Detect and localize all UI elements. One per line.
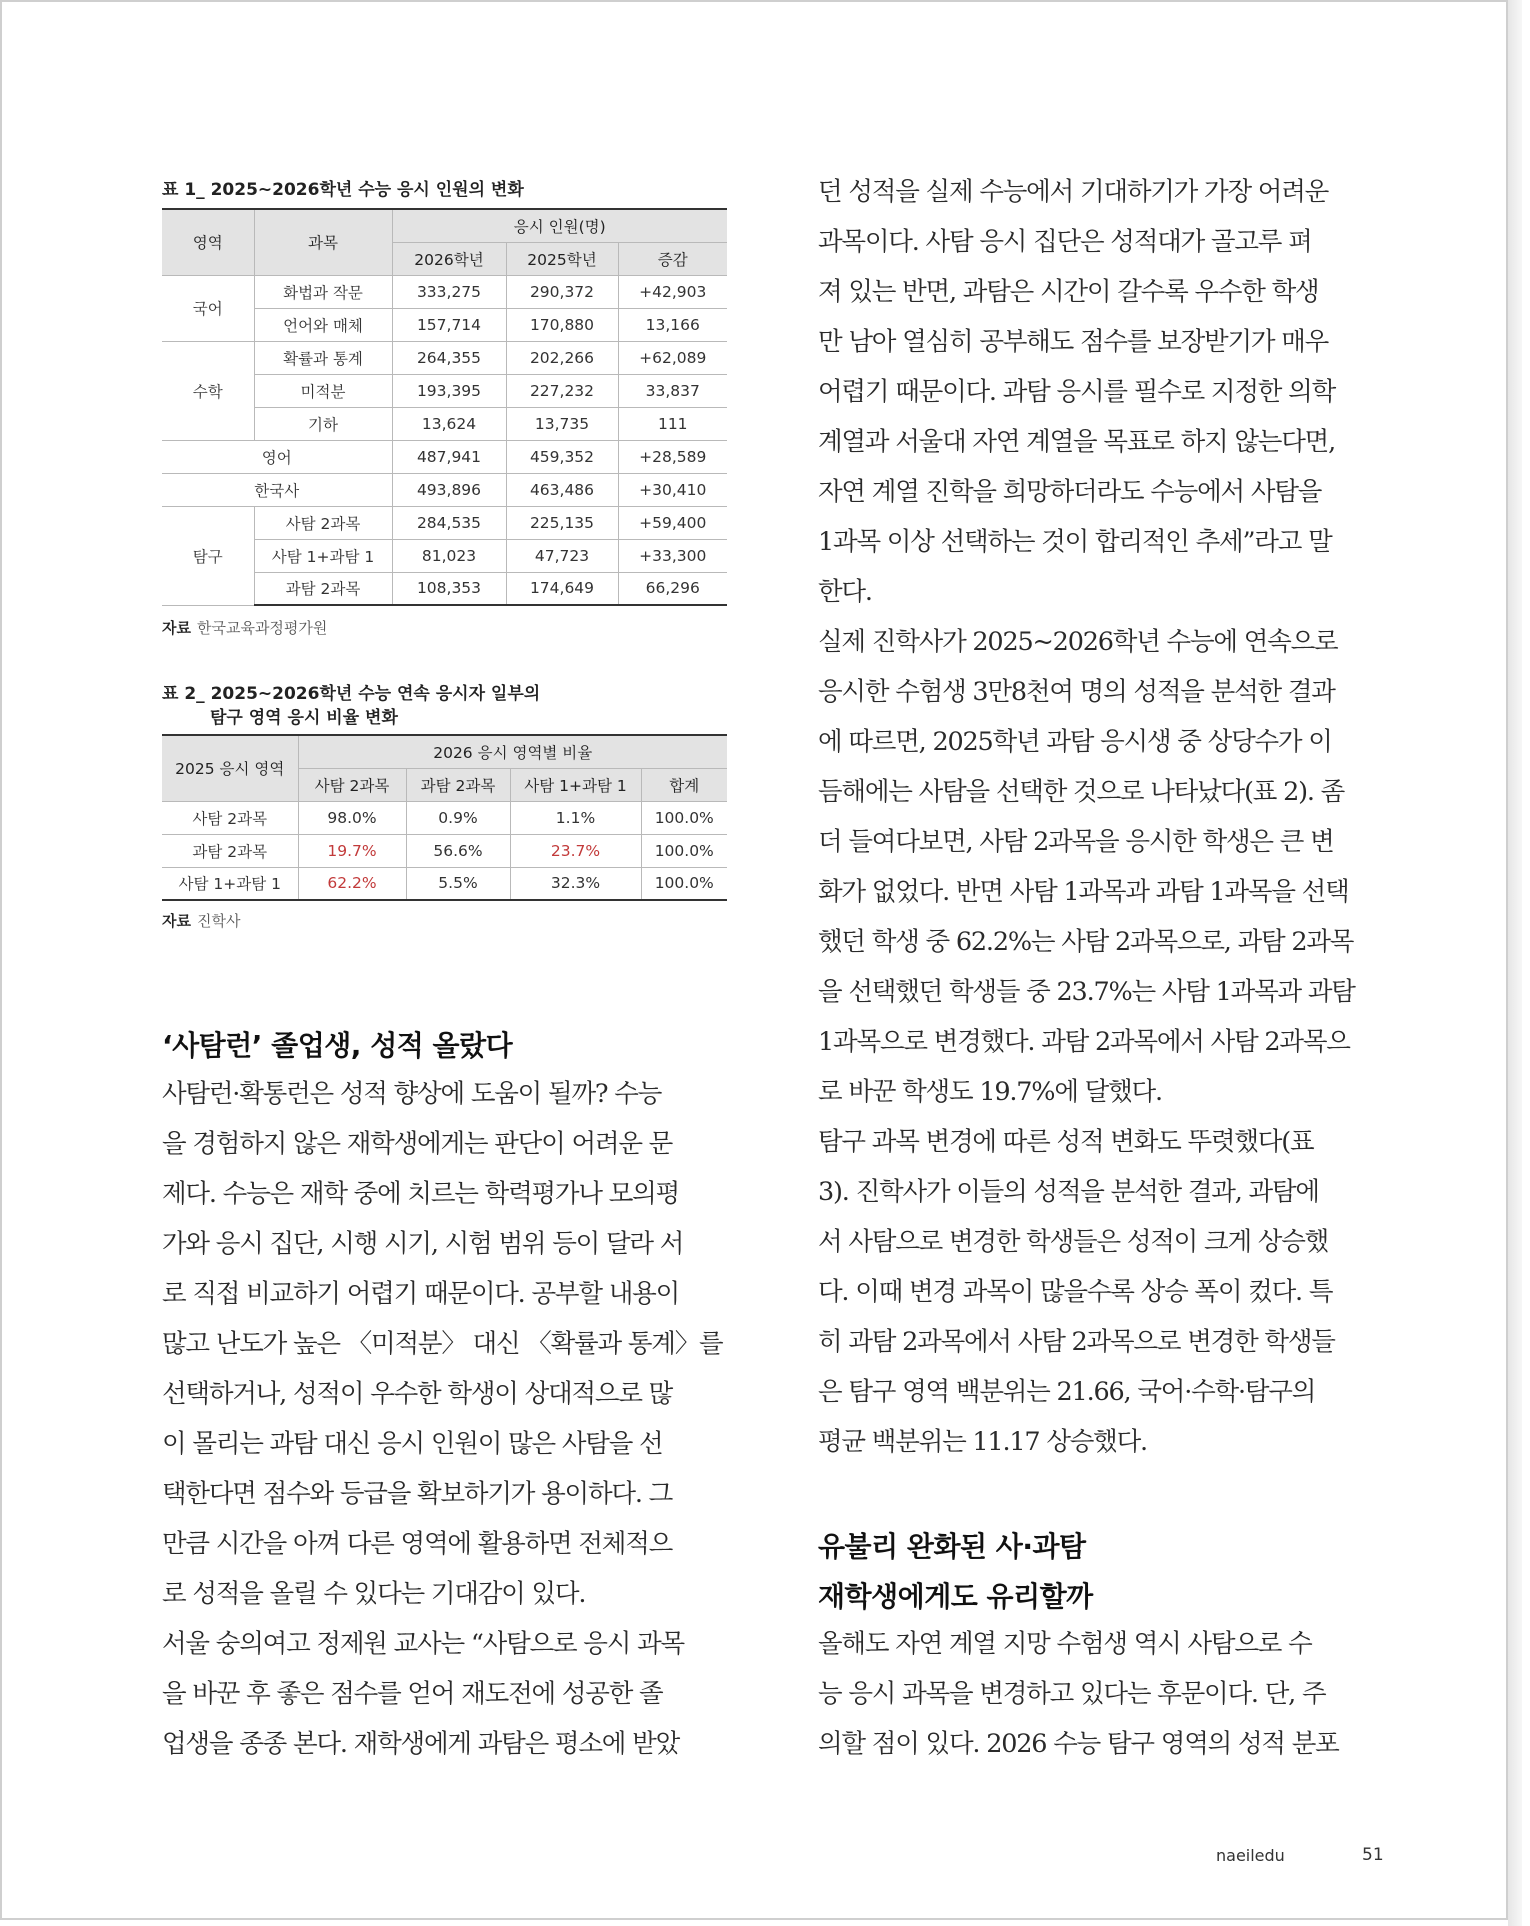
page-number: 51 (1362, 1845, 1384, 1865)
table2-source (162, 910, 240, 931)
text-line: 업생을 종종 본다. 재학생에게 과탐은 평소에 받았 (162, 1729, 680, 1759)
text-line: 계열과 서울대 자연 계열을 목표로 하지 않는다면, (818, 427, 1336, 457)
subject-cell: 화법과 작문 (254, 275, 392, 308)
value-cell: +33,300 (618, 539, 727, 572)
text-line: 만큼 시간을 아껴 다른 영역에 활용하면 전체적으 (162, 1529, 673, 1559)
right-body-bottom (818, 1619, 1383, 1769)
text-line: 실제 진학사가 2025~2026학년 수능에 연속으로 (818, 627, 1338, 657)
text-line: 어렵기 때문이다. 과탐 응시를 필수로 지정한 의학 (818, 377, 1336, 407)
section-heading-left: ‘사탐런’ 졸업생, 성적 올랐다 (162, 1029, 513, 1062)
text-line: 져 있는 반면, 과탐은 시간이 갈수록 우수한 학생 (818, 277, 1319, 307)
value-cell: 13,735 (506, 407, 618, 440)
text-line: 많고 난도가 높은 〈미적분〉 대신 〈확률과 통계〉를 (162, 1329, 723, 1359)
ratio-cell: 56.6% (406, 834, 510, 867)
footer-site: naeiledu (1216, 1846, 1285, 1865)
th-area: 영역 (162, 209, 254, 275)
ratio-cell: 32.3% (510, 867, 641, 900)
text-line: 화가 없었다. 반면 사탐 1과목과 과탐 1과목을 선택 (818, 877, 1349, 907)
text-line: 로 직접 비교하기 어렵기 때문이다. 공부할 내용이 (162, 1279, 680, 1309)
th-col: 사탐 2과목 (298, 768, 406, 801)
ratio-cell: 1.1% (510, 801, 641, 834)
text-line: 로 성적을 올릴 수 있다는 기대감이 있다. (162, 1579, 586, 1609)
text-line: 만 남아 열심히 공부해도 점수를 보장받기가 매우 (818, 327, 1329, 357)
text-line: 던 성적을 실제 수능에서 기대하기가 가장 어려운 (818, 177, 1329, 207)
th-col: 사탐 1+과탐 1 (510, 768, 641, 801)
text-line: 사탐런·확통런은 성적 향상에 도움이 될까? 수능 (162, 1079, 662, 1109)
paragraph (818, 617, 1383, 1117)
table1-caption: 표 1_ 2025~2026학년 수능 응시 인원의 변화 (162, 180, 524, 200)
text-line: 로 바꾼 학생도 19.7%에 달했다. (818, 1077, 1162, 1107)
text-line: 평균 백분위는 11.17 상승했다. (818, 1427, 1147, 1457)
th-2026: 2026학년 (392, 242, 506, 275)
paragraph (818, 1117, 1383, 1467)
table-row (162, 867, 727, 900)
table-row (162, 801, 727, 834)
paragraph (818, 167, 1383, 617)
ratio-cell: 19.7% (298, 834, 406, 867)
value-cell: 463,486 (506, 473, 618, 506)
value-cell: 290,372 (506, 275, 618, 308)
area-cell: 수학 (162, 341, 254, 440)
th-subject: 과목 (254, 209, 392, 275)
table-row (162, 834, 727, 867)
value-cell: 174,649 (506, 572, 618, 605)
source-label: 자료 (162, 619, 191, 637)
area-cell: 탐구 (162, 506, 254, 605)
text-line: 에 따르면, 2025학년 과탐 응시생 중 상당수가 이 (818, 727, 1332, 757)
text-line: 한다. (818, 577, 872, 607)
text-line: 선택하거나, 성적이 우수한 학생이 상대적으로 많 (162, 1379, 673, 1409)
value-cell: 47,723 (506, 539, 618, 572)
text-line: 올해도 자연 계열 지망 수험생 역시 사탐으로 수 (818, 1629, 1312, 1659)
paragraph (162, 1619, 727, 1769)
th-ratio2026: 2026 응시 영역별 비율 (298, 735, 727, 768)
right-body-top (818, 167, 1383, 1467)
text-line: 능 응시 과목을 변경하고 있다는 후문이다. 단, 주 (818, 1679, 1326, 1709)
text-line: 택한다면 점수와 등급을 확보하기가 용이하다. 그 (162, 1479, 673, 1509)
value-cell: 227,232 (506, 374, 618, 407)
th-area2025: 2025 응시 영역 (162, 735, 298, 801)
value-cell: 111 (618, 407, 727, 440)
value-cell: 487,941 (392, 440, 506, 473)
page-edge (1508, 0, 1522, 1926)
text-line: 서 사탐으로 변경한 학생들은 성적이 크게 상승했 (818, 1227, 1329, 1257)
text-line: 을 바꾼 후 좋은 점수를 얻어 재도전에 성공한 졸 (162, 1679, 663, 1709)
text-line: 1과목 이상 선택하는 것이 합리적인 추세”라고 말 (818, 527, 1332, 557)
text-line: 과목이다. 사탐 응시 집단은 성적대가 골고루 펴 (818, 227, 1312, 257)
row-label: 사탐 1+과탐 1 (162, 867, 298, 900)
value-cell: +28,589 (618, 440, 727, 473)
row-label: 사탐 2과목 (162, 801, 298, 834)
text-line: 가와 응시 집단, 시행 시기, 시험 범위 등이 달라 서 (162, 1229, 684, 1259)
ratio-cell: 100.0% (641, 801, 727, 834)
paragraph (162, 1069, 727, 1619)
table2-caption-line2: 탐구 영역 응시 비율 변화 (210, 708, 398, 728)
value-cell: 81,023 (392, 539, 506, 572)
subject-cell: 과탐 2과목 (254, 572, 392, 605)
table-row (162, 440, 727, 473)
th-applicants: 응시 인원(명) (392, 209, 727, 242)
text-line: 자연 계열 진학을 희망하더라도 수능에서 사탐을 (818, 477, 1322, 507)
subject-cell: 미적분 (254, 374, 392, 407)
area-cell: 국어 (162, 275, 254, 341)
value-cell: 264,355 (392, 341, 506, 374)
area-cell: 한국사 (162, 473, 392, 506)
table-row (162, 275, 727, 308)
table-row (162, 506, 727, 539)
ratio-cell: 0.9% (406, 801, 510, 834)
source-name: 한국교육과정평가원 (196, 619, 328, 637)
text-line: 다. 이때 변경 과목이 많을수록 상승 폭이 컸다. 특 (818, 1277, 1333, 1307)
table2-caption-line1: 표 2_ 2025~2026학년 수능 연속 응시자 일부의 (162, 684, 541, 704)
value-cell: 108,353 (392, 572, 506, 605)
value-cell: 493,896 (392, 473, 506, 506)
value-cell: 13,624 (392, 407, 506, 440)
value-cell: 66,296 (618, 572, 727, 605)
subject-cell: 사탐 1+과탐 1 (254, 539, 392, 572)
table1-applicants (162, 208, 727, 606)
ratio-cell: 23.7% (510, 834, 641, 867)
text-line: 서울 숭의여고 정제원 교사는 “사탐으로 응시 과목 (162, 1629, 684, 1659)
ratio-cell: 98.0% (298, 801, 406, 834)
text-line: 탐구 과목 변경에 따른 성적 변화도 뚜렷했다(표 (818, 1127, 1314, 1157)
row-label: 과탐 2과목 (162, 834, 298, 867)
text-line: 이 몰리는 과탐 대신 응시 인원이 많은 사탐을 선 (162, 1429, 663, 1459)
th-2025: 2025학년 (506, 242, 618, 275)
left-body (162, 1069, 727, 1769)
value-cell: 284,535 (392, 506, 506, 539)
subject-cell: 기하 (254, 407, 392, 440)
text-line: 의할 점이 있다. 2026 수능 탐구 영역의 성적 분포 (818, 1729, 1339, 1759)
th-col: 합계 (641, 768, 727, 801)
value-cell: +30,410 (618, 473, 727, 506)
text-line: 1과목으로 변경했다. 과탐 2과목에서 사탐 2과목으 (818, 1027, 1350, 1057)
value-cell: 225,135 (506, 506, 618, 539)
text-line: 3). 진학사가 이들의 성적을 분석한 결과, 과탐에 (818, 1177, 1319, 1207)
value-cell: 459,352 (506, 440, 618, 473)
table2-caption (162, 682, 540, 730)
th-change: 증감 (618, 242, 727, 275)
text-line: 더 들여다보면, 사탐 2과목을 응시한 학생은 큰 변 (818, 827, 1334, 857)
ratio-cell: 62.2% (298, 867, 406, 900)
table-row (162, 341, 727, 374)
table2-ratio (162, 734, 727, 901)
value-cell: 170,880 (506, 308, 618, 341)
value-cell: +59,400 (618, 506, 727, 539)
text-line: 을 선택했던 학생들 중 23.7%는 사탐 1과목과 과탐 (818, 977, 1355, 1007)
text-line: 을 경험하지 않은 재학생에게는 판단이 어려운 문 (162, 1129, 673, 1159)
table-row (162, 473, 727, 506)
ratio-cell: 100.0% (641, 867, 727, 900)
value-cell: 193,395 (392, 374, 506, 407)
ratio-cell: 100.0% (641, 834, 727, 867)
source-name: 진학사 (196, 912, 241, 930)
value-cell: 157,714 (392, 308, 506, 341)
text-line: 했던 학생 중 62.2%는 사탐 2과목으로, 과탐 2과목 (818, 927, 1354, 957)
text-line: 은 탐구 영역 백분위는 21.66, 국어·수학·탐구의 (818, 1377, 1316, 1407)
value-cell: 33,837 (618, 374, 727, 407)
heading-line: 재학생에게도 유리할까 (818, 1580, 1093, 1613)
subject-cell: 확률과 통계 (254, 341, 392, 374)
text-line: 제다. 수능은 재학 중에 치르는 학력평가나 모의평 (162, 1179, 680, 1209)
table1-source (162, 617, 327, 638)
value-cell: +42,903 (618, 275, 727, 308)
ratio-cell: 5.5% (406, 867, 510, 900)
paragraph (818, 1619, 1383, 1769)
value-cell: 333,275 (392, 275, 506, 308)
area-cell: 영어 (162, 440, 392, 473)
section-heading-right (818, 1522, 1093, 1622)
subject-cell: 사탐 2과목 (254, 506, 392, 539)
text-line: 듬해에는 사탐을 선택한 것으로 나타났다(표 2). 좀 (818, 777, 1345, 807)
th-col: 과탐 2과목 (406, 768, 510, 801)
value-cell: 202,266 (506, 341, 618, 374)
subject-cell: 언어와 매체 (254, 308, 392, 341)
source-label: 자료 (162, 912, 191, 930)
text-line: 히 과탐 2과목에서 사탐 2과목으로 변경한 학생들 (818, 1327, 1335, 1357)
value-cell: +62,089 (618, 341, 727, 374)
text-line: 응시한 수험생 3만8천여 명의 성적을 분석한 결과 (818, 677, 1335, 707)
heading-line: 유불리 완화된 사·과탐 (818, 1530, 1086, 1563)
value-cell: 13,166 (618, 308, 727, 341)
